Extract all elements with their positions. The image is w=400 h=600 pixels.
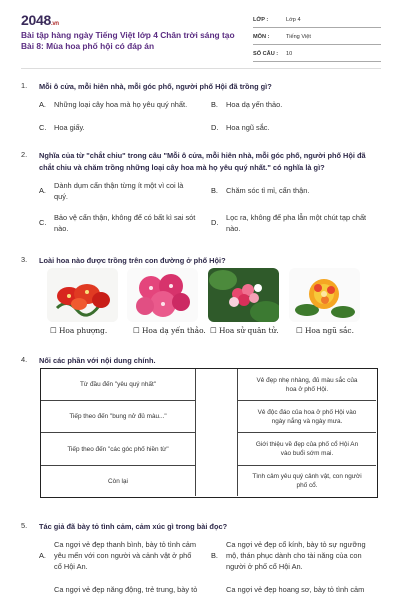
option-letter: C. — [39, 123, 47, 132]
worksheet-header — [0, 0, 400, 62]
meta-key: MÔN : — [253, 34, 270, 40]
match-right-3[interactable] — [238, 433, 376, 465]
option-a[interactable] — [39, 540, 214, 574]
logo-suffix: .vn — [50, 21, 59, 27]
option-letter: B. — [211, 186, 218, 195]
match-text-line1: Vẻ độc đáo của hoa ở phố Hội vào — [257, 408, 357, 416]
question-text: Tác giả đã bày tỏ tình cảm, cảm xúc gì trong bài đọc? — [39, 522, 228, 531]
question-4 — [21, 355, 381, 369]
match-right-1[interactable] — [238, 369, 376, 400]
question-5 — [21, 521, 381, 600]
flower-option-lantana[interactable]: ☐ Hoa ngũ sắc. — [296, 326, 354, 335]
option-d[interactable] — [211, 585, 381, 597]
option-text-line3: cổ Hội An. — [54, 562, 88, 571]
option-text-line2: yêu mến với con người và cảnh vật ở phố — [54, 551, 192, 560]
question-2 — [21, 150, 381, 242]
question-number: 4. — [21, 355, 28, 364]
table-divider — [195, 369, 196, 496]
option-text-line1: Ca ngợi vẻ đẹp năng động, trẻ trung, bày tỏ — [54, 585, 198, 594]
option-letter: D. — [211, 218, 219, 227]
flower-option-rangoon-creeper[interactable]: ☐ Hoa sử quân tử. — [210, 326, 279, 335]
rangoon-creeper-image — [208, 268, 279, 322]
question-text: Mỗi ô cửa, mỗi hiên nhà, mỗi góc phố, người phố Hội đã trồng gì? — [39, 82, 272, 91]
flame-tree-image — [47, 268, 118, 322]
worksheet-meta — [253, 13, 381, 64]
option-text-line1: Lọc ra, không để pha lẫn một chút tạp chất — [226, 213, 367, 222]
meta-value: Tiếng Việt — [286, 34, 311, 40]
meta-value: Lớp 4 — [286, 17, 301, 23]
meta-count-row — [253, 47, 381, 62]
match-text-line2: vào buổi sớm mai. — [280, 450, 334, 457]
option-letter: B. — [211, 100, 218, 109]
question-number: 3. — [21, 255, 28, 264]
option-text: Hoa dạ yến thảo. — [226, 100, 283, 109]
option-d[interactable] — [211, 213, 381, 235]
option-text-line1: Chăm sóc tỉ mỉ, cẩn thận. — [226, 186, 310, 195]
meta-class-row — [253, 13, 381, 28]
option-letter: D. — [211, 123, 219, 132]
match-text-line1: Giới thiệu về đẹp của phố cổ Hội An — [255, 441, 359, 448]
option-a[interactable] — [39, 181, 214, 203]
option-text-line1: Ca ngợi vẻ đẹp thanh bình, bày tỏ tình cảm — [54, 540, 197, 549]
option-letter: A. — [39, 186, 46, 195]
match-text-line2: ngày nắng và ngày mưa. — [271, 417, 343, 425]
question-1 — [21, 81, 381, 141]
option-b[interactable] — [211, 181, 381, 203]
question-number: 5. — [21, 521, 28, 530]
option-letter: B. — [211, 551, 218, 560]
match-text-line2: phố cổ. — [296, 482, 318, 489]
match-text-line1: Vẻ đẹp nhẹ nhàng, đủ màu sắc của — [256, 376, 358, 384]
option-text-line2: nào. — [54, 224, 69, 233]
question-text-line2: chắt chiu và chăm trồng những loại cây hoa mà họ yêu quý nhất." có nghĩa là gì? — [39, 163, 325, 172]
meta-key: SỐ CÂU : — [253, 51, 279, 57]
meta-key: LỚP : — [253, 17, 269, 23]
lantana-image — [289, 268, 360, 322]
question-text-line1: Nghĩa của từ "chắt chiu" trong câu "Mỗi ô cửa, mỗi hiên nhà, mỗi góc phố, người phố Hội đã — [39, 151, 366, 160]
option-text-line1: Dành dụm cẩn thận từng ít một vì coi là — [54, 181, 184, 190]
header-divider — [21, 68, 381, 69]
option-b[interactable] — [211, 540, 381, 574]
match-right-4[interactable] — [238, 466, 376, 496]
option-c[interactable] — [39, 213, 214, 235]
option-text-line2: mộ, thán phục dành cho tài năng của con — [226, 551, 362, 560]
match-left-2[interactable]: Tiếp theo đến "bung nở đủ màu..." — [69, 413, 167, 420]
match-left-4[interactable]: Còn lại — [108, 477, 128, 485]
option-letter: A. — [39, 100, 46, 109]
match-left-3[interactable]: Tiếp theo đến "các góc phố hiền từ" — [67, 445, 169, 453]
question-text: Nối các phần với nội dung chính. — [39, 356, 156, 365]
worksheet-title: Bài tập hàng ngày Tiếng Việt lớp 4 Chân trời sáng tạo Bài 8: Mùa hoa phố hội có đáp án — [21, 30, 235, 51]
option-text-line1: Ca ngợi vẻ đẹp hoang sơ, bày tỏ tình cảm — [226, 585, 365, 594]
option-text-line1: Ca ngợi vẻ đẹp cổ kính, bày tỏ sự ngưỡng — [226, 540, 366, 549]
option-text: Hoa ngũ sắc. — [226, 123, 270, 132]
option-text: Hoa giấy. — [54, 123, 85, 132]
match-text-line2: hoa ở phố Hội. — [285, 385, 329, 393]
option-text-line2: quý. — [54, 192, 68, 201]
option-c[interactable] — [39, 585, 214, 597]
match-left-1[interactable]: Từ đầu đến "yêu quý nhất" — [80, 381, 156, 388]
option-letter: A. — [39, 551, 46, 560]
question-number: 1. — [21, 81, 28, 90]
matching-table — [40, 368, 378, 498]
option-text: Những loại cây hoa mà họ yêu quý nhất. — [54, 100, 188, 109]
petunia-image — [127, 268, 198, 322]
meta-subject-row — [253, 30, 381, 45]
flower-option-petunia[interactable]: ☐ Hoa dạ yến thảo. — [133, 326, 206, 335]
flower-option-flame-tree[interactable]: ☐ Hoa phượng. — [50, 326, 108, 335]
site-logo[interactable] — [21, 12, 59, 28]
question-number: 2. — [21, 150, 28, 159]
match-right-2[interactable] — [238, 401, 376, 432]
meta-value: 10 — [286, 51, 293, 57]
option-text-line3: người ở phố cổ Hội An. — [226, 562, 303, 571]
option-letter: C. — [39, 218, 47, 227]
option-text-line2: nào. — [226, 224, 241, 233]
match-text-line1: Tình cảm yêu quý cảnh vật, con người — [252, 473, 362, 480]
question-text: Loài hoa nào được trồng trên con đường ở phố Hội? — [39, 256, 226, 265]
option-text-line1: Bảo vệ cẩn thận, không để có bất kì sai sót — [54, 213, 196, 222]
logo-main: 2048 — [21, 12, 51, 28]
